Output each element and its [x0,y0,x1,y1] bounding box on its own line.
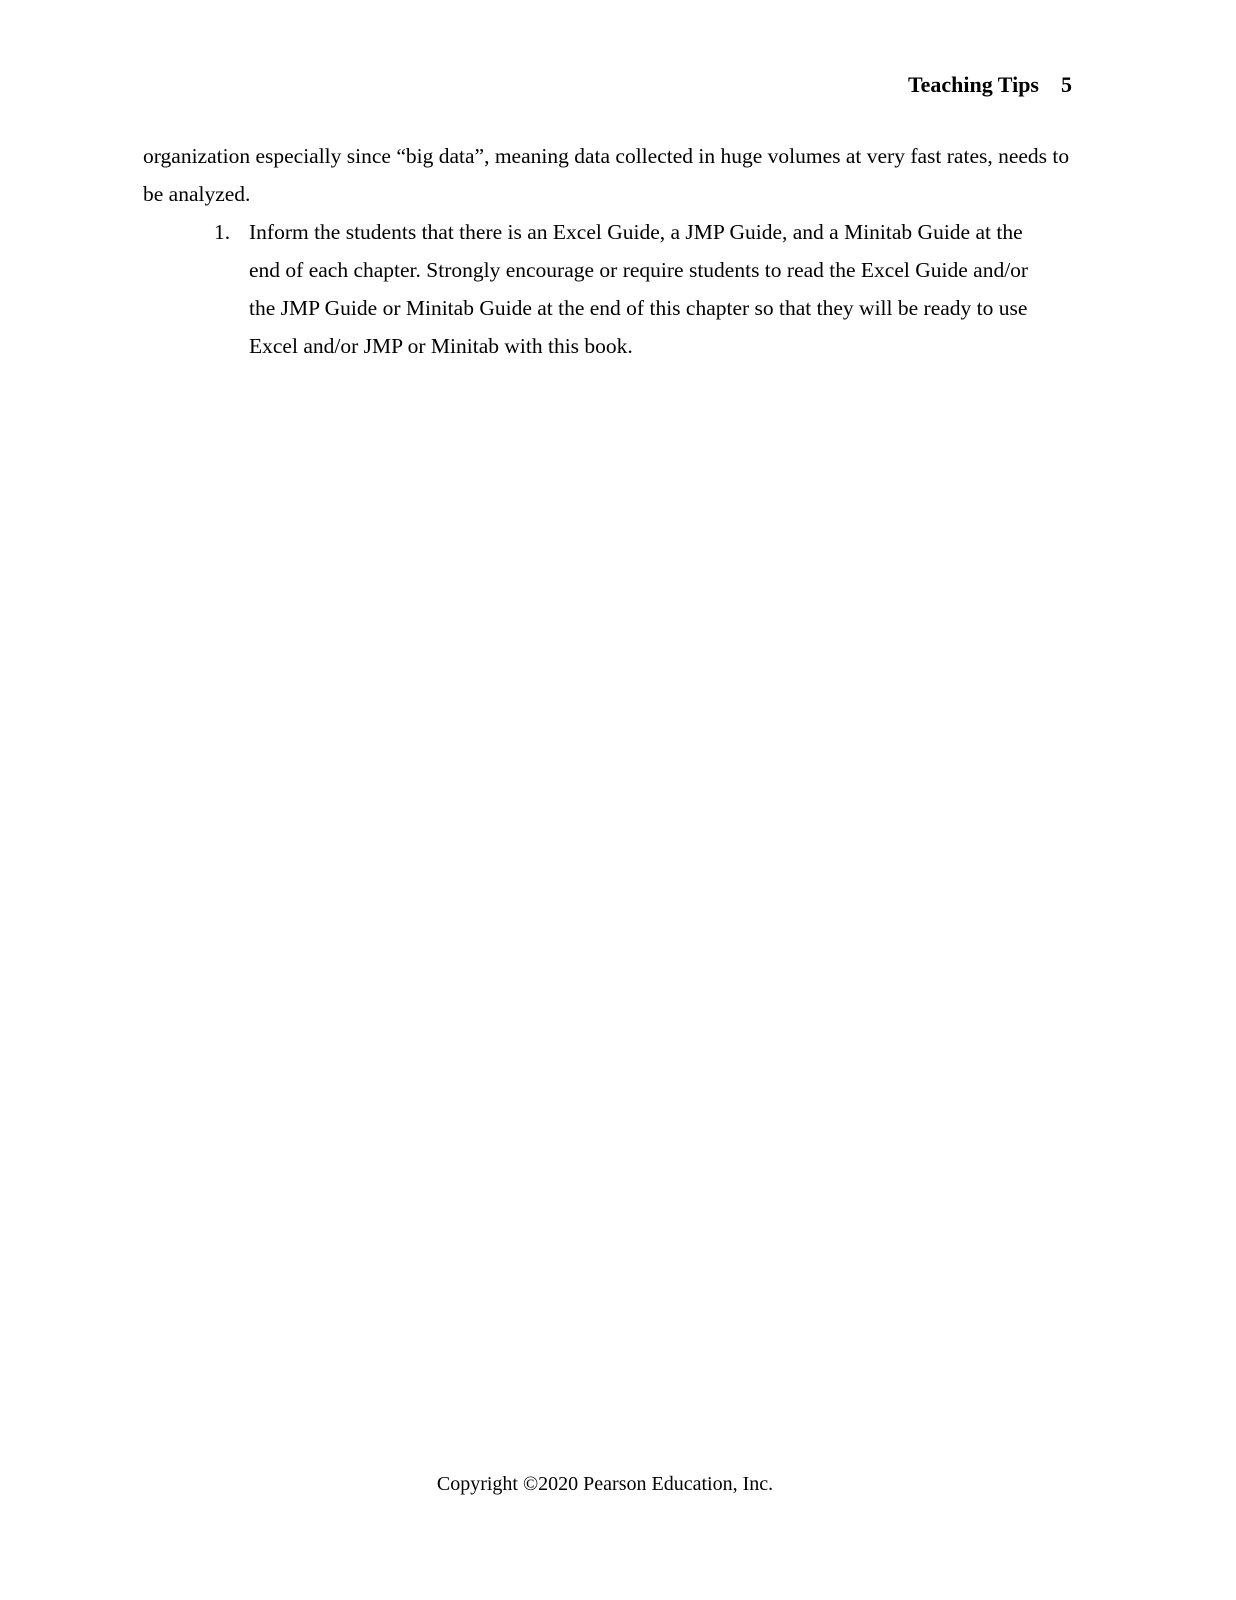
running-header [908,70,1072,100]
numbered-list [143,213,1073,365]
paragraph-continuation: organization especially since “big data”, meaning data collected in huge volumes at very fast rates, needs to be analyzed. [143,144,1070,206]
page-footer [0,1470,1236,1498]
copyright-notice: Copyright ©2020 Pearson Education, Inc. [436,1473,774,1495]
list-item-text: Inform the students that there is an Excel Guide, a JMP Guide, and a Minitab Guide at the end of each chapter. Strongly encourage or require students to read the Excel Guide and/or the JMP Guide or Minitab Guide at the end of this chapter so that they will be ready to use Excel and/or JMP or Minitab with this book. [249,220,1029,358]
body-text [143,137,1073,365]
list-item [143,213,1049,365]
header-page-number: 5 [1061,72,1072,97]
header-section-title: Teaching Tips [907,72,1039,97]
list-item-number: 1. [214,220,231,244]
